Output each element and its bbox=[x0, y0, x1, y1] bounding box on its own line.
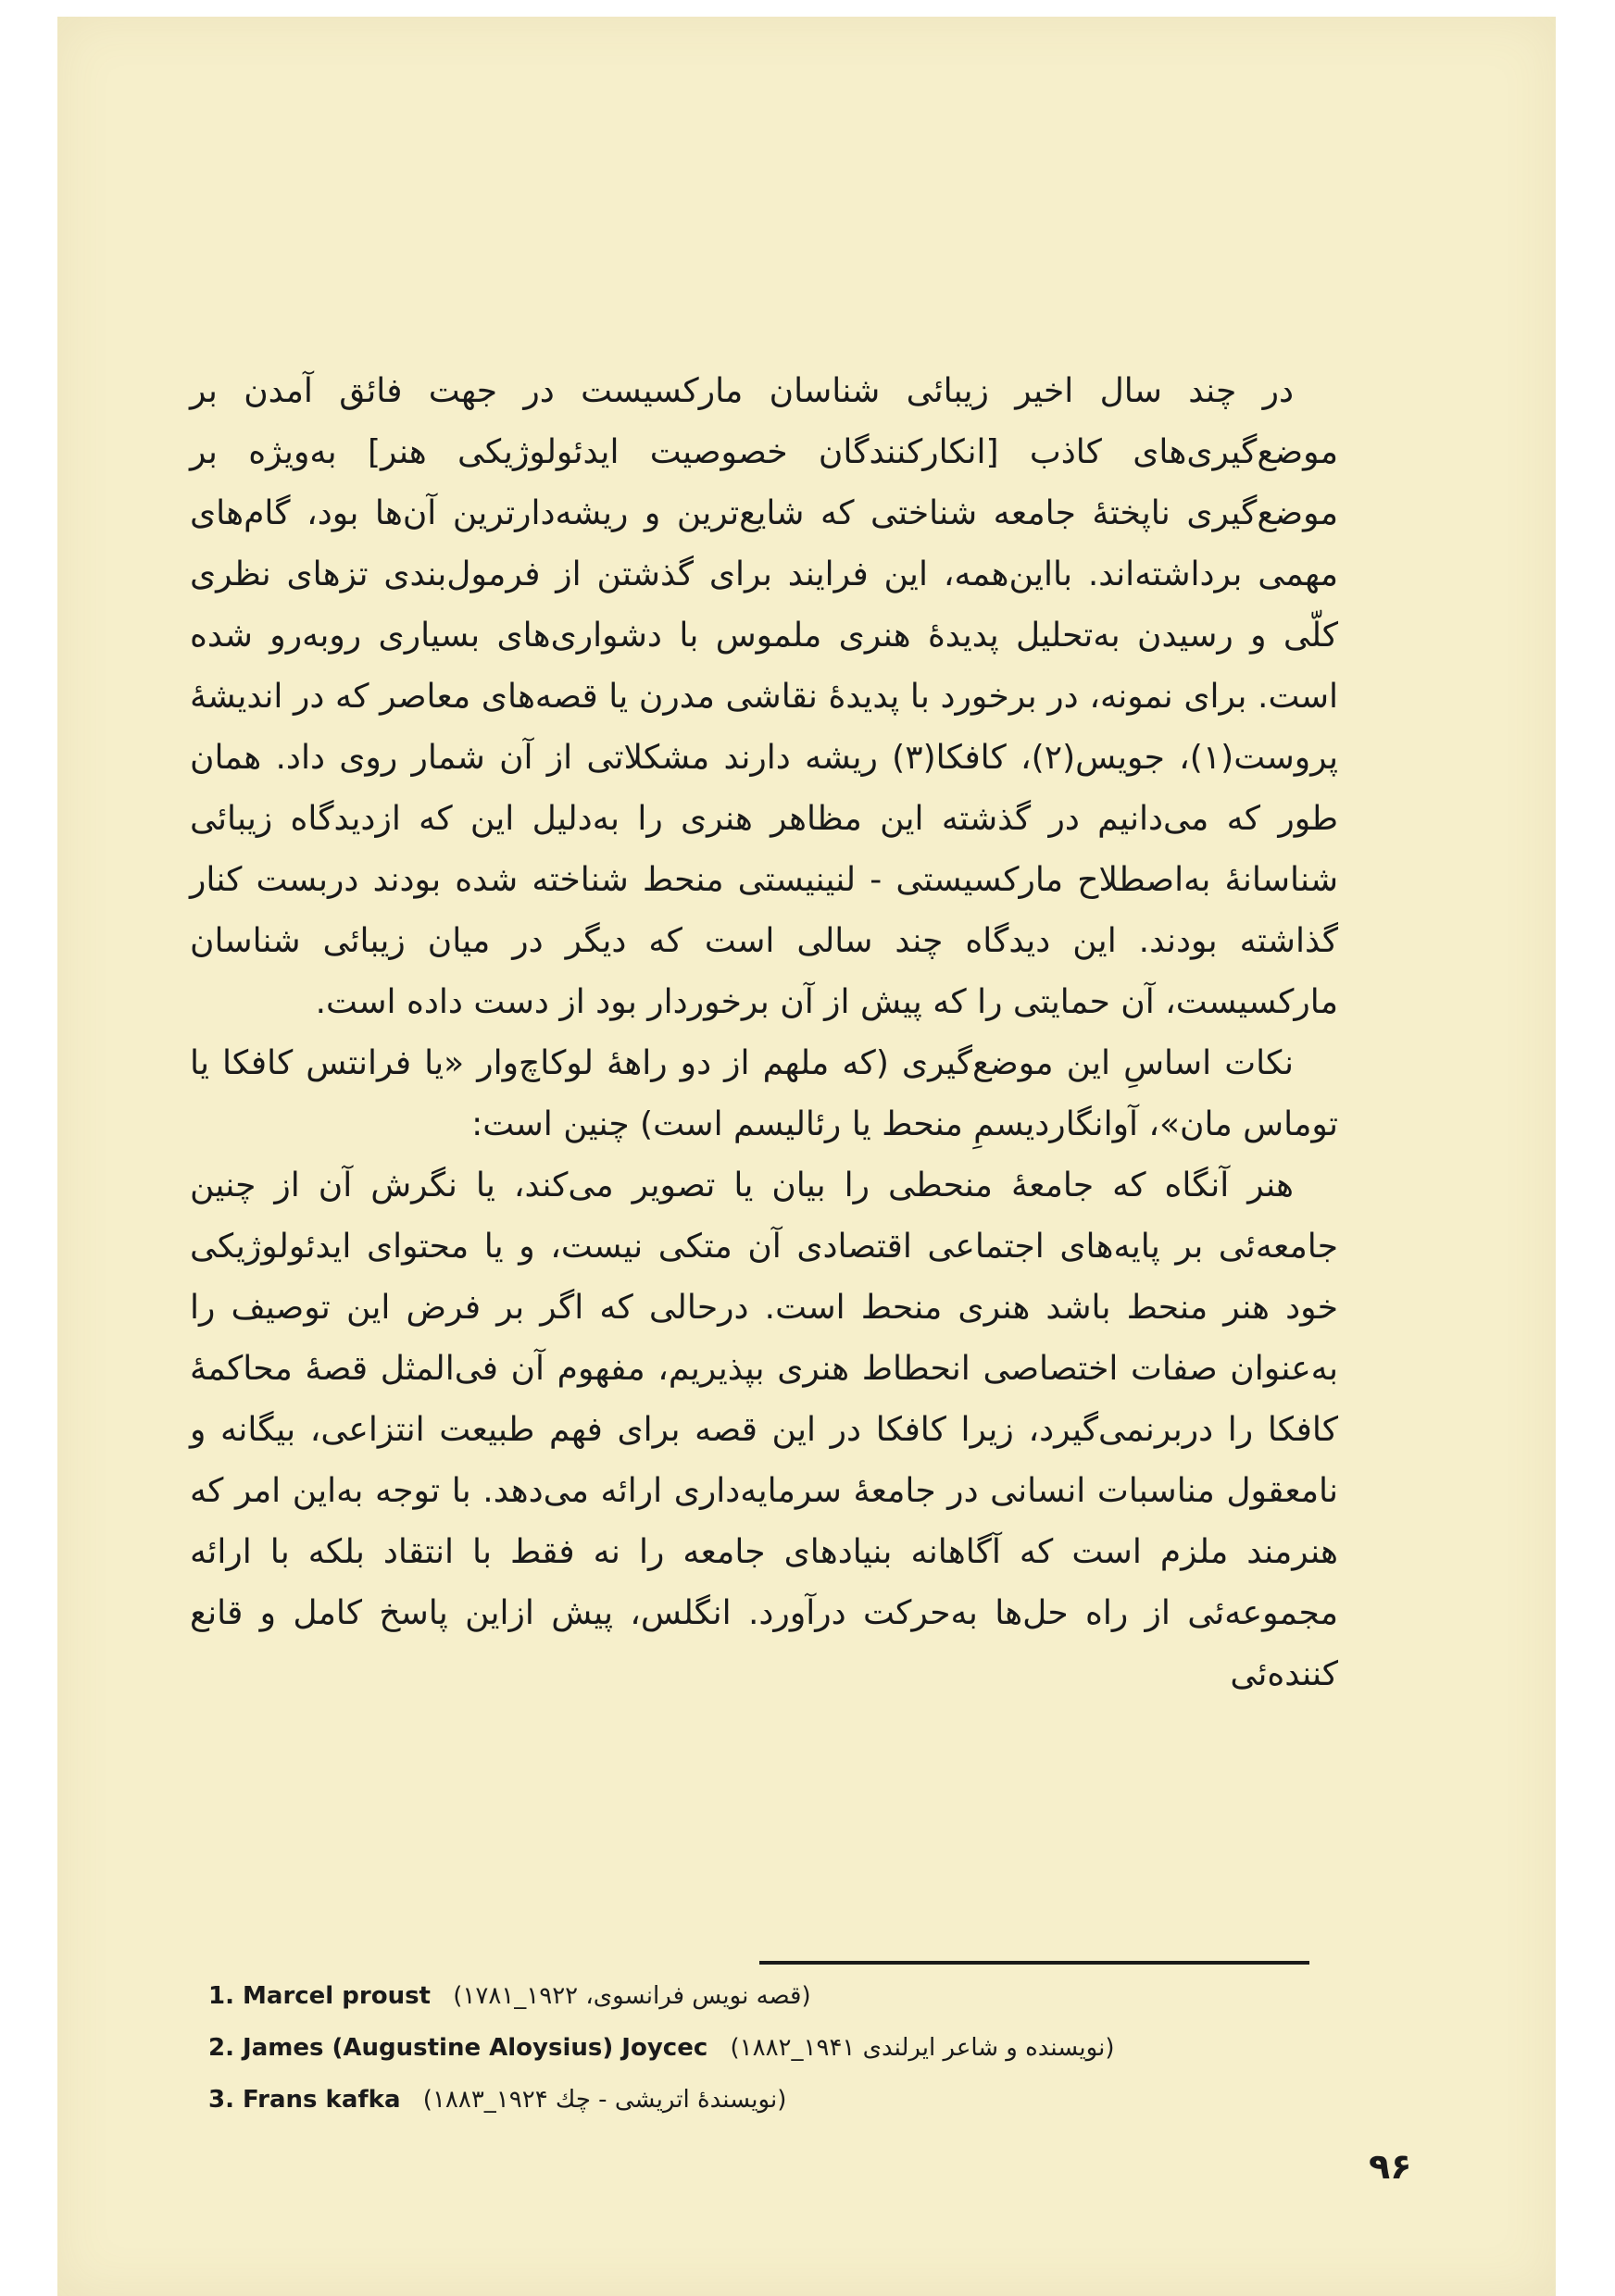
paragraph-1: در چند سال اخیر زیبائی شناسان مارکسیست در جهت فائق آمدن بر موضع‌گیری‌های کاذب [انکارکنندگان خصوصیت ایدئولوژیکی هنر] به‌ویژه بر موضع‌گیری ناپختهٔ جامعه شناختی که شایع‌ترین و ریشه‌دارترین آن‌ها بود، گام‌های مهمی برداشته‌اند. بااین‌همه، این فرایند برای گذشتن از فرمول‌بندی تزهای نظری کلّی و رسیدن به‌تحلیل پدیدهٔ هنری ملموس با دشواری‌های بسیاری روبه‌رو شده است. برای نمونه، در برخورد با پدیدهٔ نقاشی مدرن یا قصه‌های معاصر که در اندیشهٔ پروست(۱)، جویس(۲)، کافکا(۳) ریشه دارند مشکلاتی از آن شمار روی داد. همان طور که می‌دانیم در گذشته این مظاهر هنری را به‌دلیل این که ازدیدگاه زیبائی شناسانهٔ به‌اصطلاح مارکسیستی - لنینیستی منحط شناخته شده بودند دربست کنار گذاشته بودند. این دیدگاه چند سالی است که دیگر در میان زیبائی شناسان مارکسیست، آن حمایتی را که پیش از آن برخوردار بود از دست داده است. bbox=[190, 372, 1338, 1021]
paragraph-2: نکات اساسِ این موضع‌گیری (که ملهم از دو راههٔ لوکاچ‌وار «یا فرانتس کافکا یا توماس مان»، آوانگاردیسمِ منحط یا رئالیسم است) چنین است: bbox=[190, 1044, 1338, 1143]
footnote-3 bbox=[208, 2074, 1320, 2126]
footnote-2-persian: (نویسنده و شاعر ایرلندی ۱۹۴۱_۱۸۸۲) bbox=[730, 2034, 1115, 2062]
footnote-3-latin: 3. Frans kafka bbox=[208, 2086, 401, 2114]
footnotes bbox=[208, 1970, 1320, 2126]
footnote-2-latin: 2. James (Augustine Aloysius) Joycec bbox=[208, 2034, 708, 2062]
footnote-3-persian: (نویسندهٔ اتریشی - چك ۱۹۲۴_۱۸۸۳) bbox=[422, 2086, 787, 2114]
footnote-1-latin: 1. Marcel proust bbox=[208, 1982, 431, 2010]
page-number: ۹۶ bbox=[1369, 2146, 1412, 2187]
paragraph-3: هنر آنگاه که جامعهٔ منحطی را بیان یا تصویر می‌کند، یا نگرش آن از چنین جامعه‌ئی بر پایه‌های اجتماعی اقتصادی آن متکی نیست، و یا محتوای ایدئولوژیکی خود هنر منحط باشد هنری منحط است. درحالی که اگر بر فرض این توصیف را به‌عنوان صفات اختصاصی انحطاط هنری بپذیریم، مفهوم آن فی‌المثل قصهٔ محاکمهٔ کافکا را دربرنمی‌گیرد، زیرا کافکا در این قصه برای فهم طبیعت انتزاعی، بیگانه و نامعقول مناسبات انسانی در جامعهٔ سرمایه‌داری ارائه می‌دهد. با توجه به‌این امر که هنرمند ملزم است که آگاهانه بنیادهای جامعه را نه فقط با انتقاد بلکه با ارائه مجموعه‌ئی از راه حل‌ها به‌حرکت درآورد. انگلس، پیش ازاین پاسخ کامل و قانع کننده‌ئی bbox=[190, 1167, 1338, 1693]
footnote-2 bbox=[208, 2022, 1320, 2074]
footnote-1-persian: (قصه نویس فرانسوی، ۱۹۲۲_۱۷۸۱) bbox=[453, 1982, 811, 2010]
main-text bbox=[190, 361, 1338, 1705]
footnote-separator bbox=[759, 1961, 1309, 1965]
footnote-1 bbox=[208, 1970, 1320, 2022]
